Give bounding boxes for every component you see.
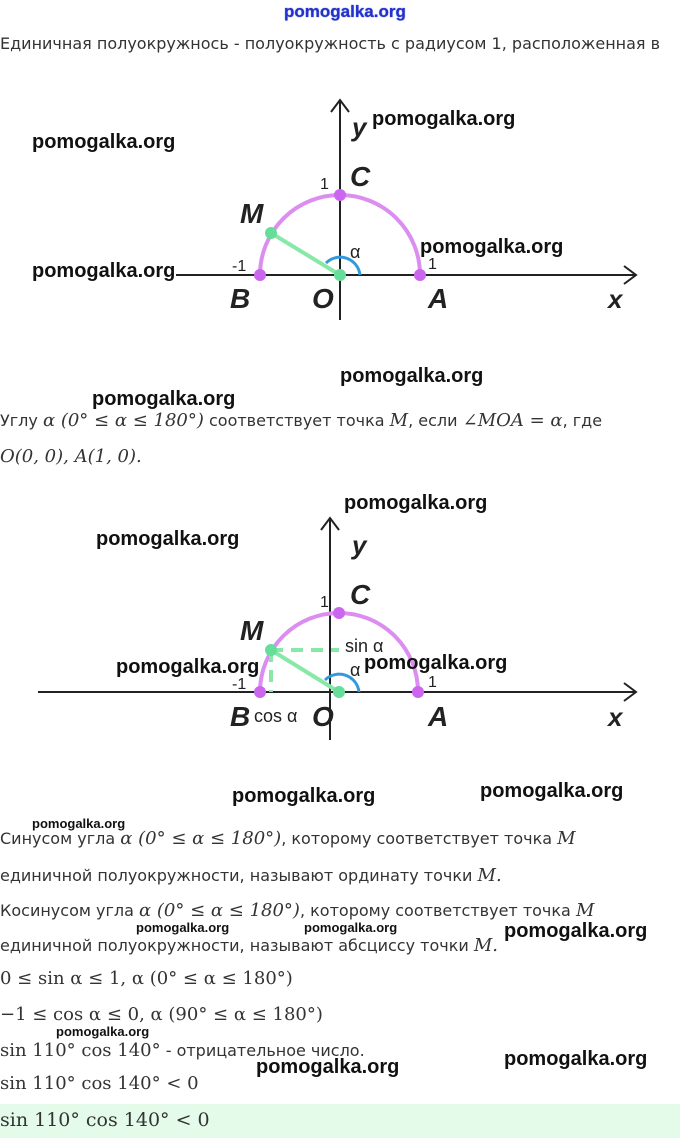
math: sin 110° cos 140° [0,1040,161,1061]
angle-label: α [350,242,361,262]
point-a-label: A [428,283,449,314]
watermark: pomogalka.org [340,365,484,387]
point-o-dot [333,686,345,698]
radius-om [271,650,339,692]
tick-one-y: 1 [320,176,329,193]
watermark: pomogalka.org [372,108,516,130]
angle-paragraph-line1 [0,410,602,431]
math: α (0° ≤ α ≤ 180°) [120,828,282,849]
sin-definition-line2 [0,865,502,886]
watermark: pomogalka.org [56,1024,150,1039]
watermark: pomogalka.org [480,780,624,802]
point-m-dot [265,644,277,656]
tick-one-y: 1 [320,594,329,611]
watermark: pomogalka.org [32,131,176,153]
tick-minus-one: -1 [232,676,247,693]
text: - отрицательное число. [160,1041,365,1060]
angle-label: α [350,660,361,680]
point-a-dot [414,269,426,281]
text: единичной полуокружности, называют абсциссу точки [0,936,469,955]
point-c-dot [334,189,346,201]
point-o-label: O [312,701,334,732]
text: , если [408,411,458,430]
point-c-label: C [350,579,371,610]
watermark: pomogalka.org [32,260,176,282]
math: M [575,900,595,921]
answer-formula: sin 110° cos 140° < 0 [0,1109,210,1131]
math: M. [473,935,499,956]
point-a-dot [412,686,424,698]
text: , которому соответствует точка [281,829,553,848]
radius-om [271,233,340,275]
axis-y-label: y [352,530,367,560]
math: α (0° ≤ α ≤ 180°) [42,410,204,431]
text: , которому соответствует точка [299,901,571,920]
watermark: pomogalka.org [136,920,230,935]
site-header-link[interactable]: pomogalka.org [284,2,406,21]
watermark: pomogalka.org [364,652,508,674]
watermark: pomogalka.org [116,656,260,678]
point-m-dot [265,227,277,239]
formula-inequality: sin 110° cos 140° < 0 [0,1073,199,1094]
watermark: pomogalka.org [504,920,648,942]
axis-x-label: x [608,284,623,314]
point-m-label: M [240,198,264,229]
watermark: pomogalka.org [304,920,398,935]
math: M [557,828,576,849]
math: M [389,410,409,431]
point-b-dot [254,686,266,698]
math: α (0° ≤ α ≤ 180°) [139,900,300,921]
cos-definition-line2 [0,935,498,956]
point-o-label: O [312,283,334,314]
math: ∠MOA = α [462,410,563,431]
point-a-label: A [428,701,449,732]
text: соответствует точка [208,411,385,430]
formula-cos-range: −1 ≤ cos α ≤ 0, α (90° ≤ α ≤ 180°) [0,1004,323,1025]
axis-x-label: x [608,702,623,732]
angle-paragraph-line2: O(0, 0), A(1, 0). [0,446,142,467]
point-m-label: M [240,615,264,646]
watermark: pomogalka.org [96,528,240,550]
cos-label: cos α [254,706,298,726]
point-b-dot [254,269,266,281]
point-c-dot [333,607,345,619]
sin-definition-line1 [0,828,576,849]
watermark: pomogalka.org [256,1056,400,1078]
watermark: pomogalka.org [344,492,488,514]
watermark: pomogalka.org [92,388,236,410]
axis-y-label: y [352,112,367,142]
text: Углу [0,411,38,430]
tick-minus-one: -1 [232,258,247,275]
semicircle-diagram-1 [0,90,680,330]
watermark: pomogalka.org [232,785,376,807]
point-c-label: C [350,161,371,192]
math: M. [477,865,502,886]
watermark: pomogalka.org [420,236,564,258]
cos-definition-line1 [0,900,594,921]
text: единичной полуокружности, называют ординату точки [0,866,473,885]
text: Косинусом угла [0,901,134,920]
tick-one-x: 1 [428,256,437,273]
watermark: pomogalka.org [504,1048,648,1070]
text: , где [562,411,603,430]
point-b-label: B [230,283,251,314]
watermark: pomogalka.org [32,816,126,831]
point-o-dot [334,269,346,281]
text: Синусом угла [0,829,116,848]
tick-one-x: 1 [428,674,437,691]
formula-sin-range: 0 ≤ sin α ≤ 1, α (0° ≤ α ≤ 180°) [0,968,293,989]
intro-text: Единичная полуокружнось - полуокружность с радиусом 1, расположенная в [0,34,661,53]
sin-label: sin α [345,636,384,656]
point-b-label: B [230,701,251,732]
